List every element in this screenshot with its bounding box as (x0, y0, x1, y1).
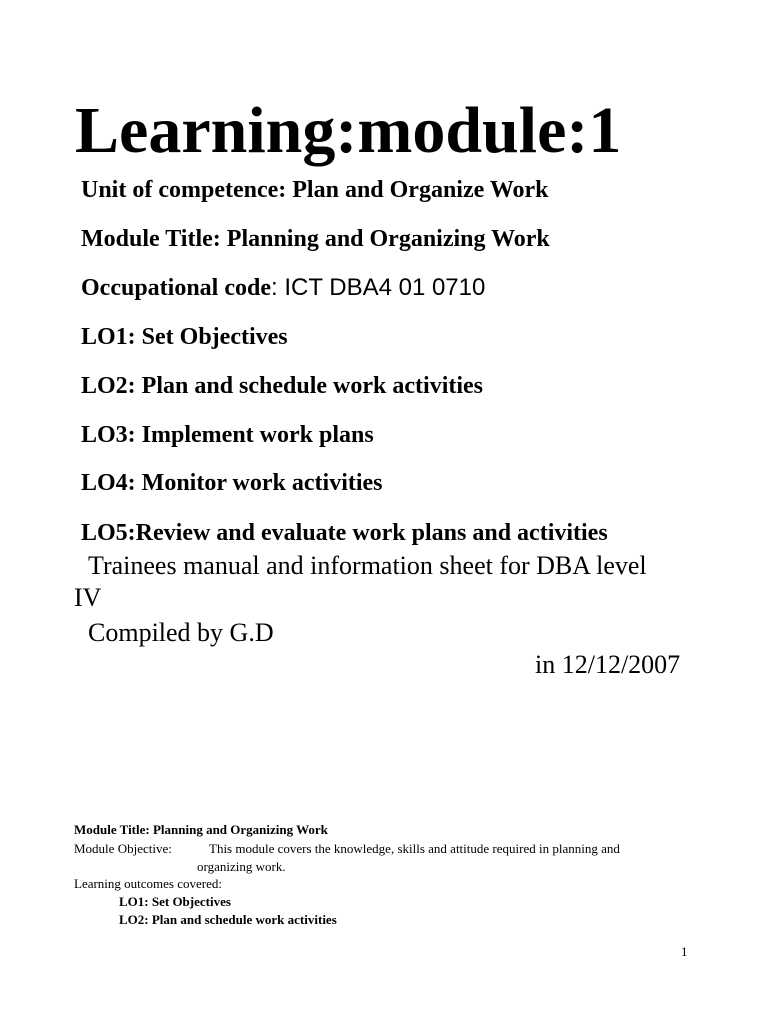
summary-objective-label: Module Objective: (74, 841, 172, 856)
learning-outcome-2: LO2: Plan and schedule work activities (81, 373, 484, 399)
manual-description-line2: IV (74, 583, 102, 612)
summary-objective-line1: This module covers the knowledge, skills and attitude required in planning and (209, 841, 620, 856)
learning-outcome-4: LO4: Monitor work activities (81, 470, 383, 496)
page-number: 1 (681, 944, 688, 959)
summary-objective-line2: organizing work. (197, 859, 286, 874)
unit-of-competence: Unit of competence: Plan and Organize Work (81, 177, 549, 203)
summary-outcome-2: LO2: Plan and schedule work activities (119, 912, 337, 927)
learning-outcome-3: LO3: Implement work plans (81, 422, 374, 448)
compiled-date: in 12/12/2007 (535, 650, 681, 679)
occupational-code (81, 276, 485, 300)
summary-module-title: Module Title: Planning and Organizing Work (74, 822, 328, 837)
summary-outcomes-label: Learning outcomes covered: (74, 876, 222, 891)
page-title: Learning:module:1 (75, 94, 622, 167)
learning-outcome-5: LO5:Review and evaluate work plans and activities (81, 520, 608, 546)
occupational-code-label: Occupational code (81, 275, 271, 301)
learning-outcome-1: LO1: Set Objectives (81, 324, 288, 350)
summary-outcome-1: LO1: Set Objectives (119, 894, 231, 909)
manual-description-line1: Trainees manual and information sheet for DBA level (88, 551, 647, 580)
compiled-by: Compiled by G.D (88, 618, 274, 647)
occupational-code-value: : ICT DBA4 01 0710 (271, 274, 486, 301)
module-title: Module Title: Planning and Organizing Work (81, 226, 550, 252)
